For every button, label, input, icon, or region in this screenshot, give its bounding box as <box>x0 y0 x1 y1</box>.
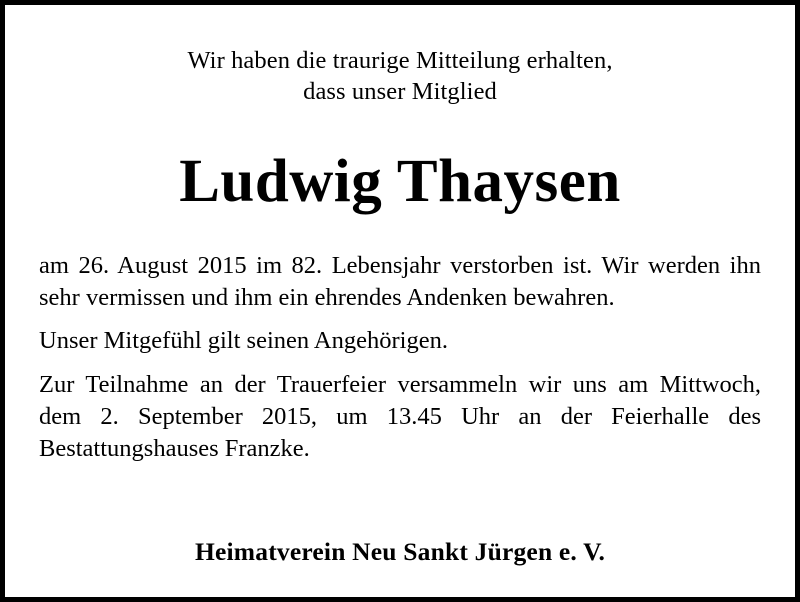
body-text <box>39 250 761 465</box>
intro-line-2: dass unser Mitglied <box>303 78 497 106</box>
deceased-name: Ludwig Thaysen <box>179 147 621 215</box>
paragraph-death-announcement: am 26. August 2015 im 82. Lebensjahr verstorben ist. Wir werden ihn sehr vermissen und ihm ein ehrendes Andenken bewahren. <box>39 251 761 311</box>
intro-text <box>39 45 761 108</box>
paragraph-condolence: Unser Mitgefühl gilt seinen Angehörigen. <box>39 327 448 355</box>
signature-organization: Heimatverein Neu Sankt Jürgen e. V. <box>194 537 606 566</box>
intro-line-1: Wir haben die traurige Mitteilung erhalten, <box>187 47 613 74</box>
paragraph-funeral-details: Zur Teilnahme an der Trauerfeier versammeln wir uns am Mittwoch, dem 2. September 2015, um 13.45 Uhr an der Feierhalle des Bestattungshauses Franzke. <box>39 371 761 462</box>
